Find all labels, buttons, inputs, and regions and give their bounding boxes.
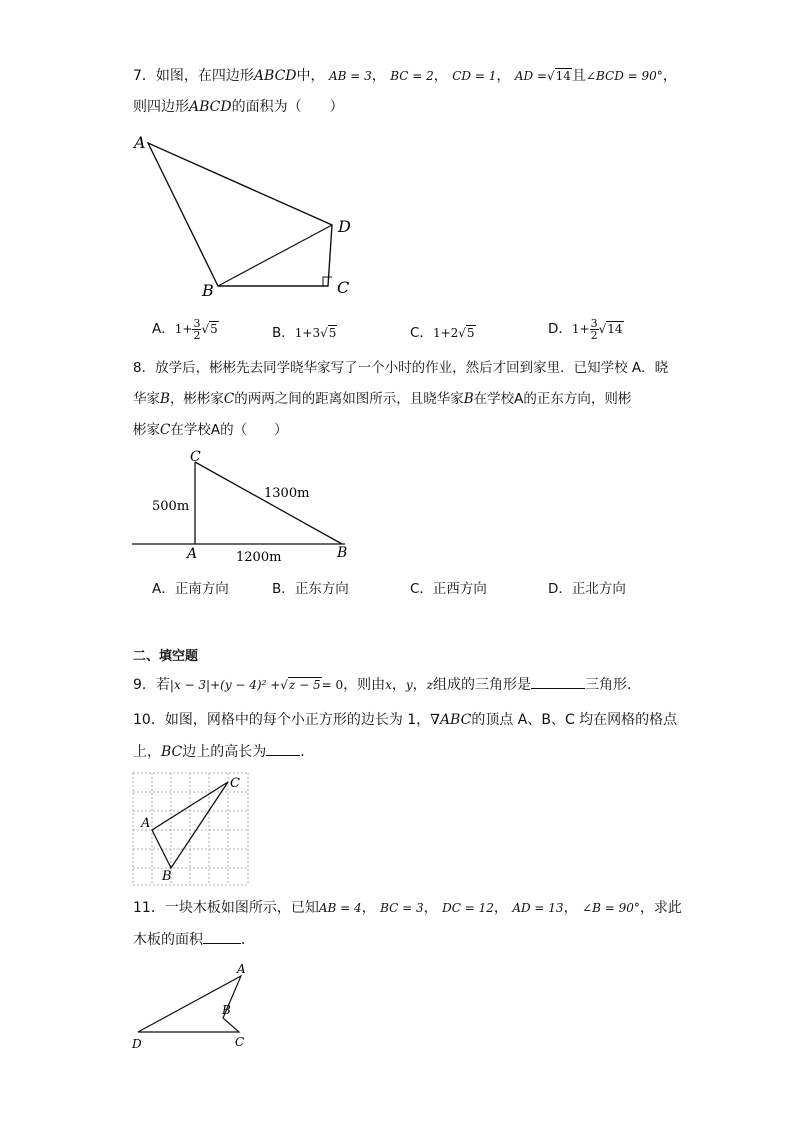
- q7-label-d: D: [338, 217, 351, 236]
- q7-comma-2: ，: [433, 68, 448, 84]
- q11-label-d: D: [132, 1037, 142, 1051]
- q9-sep1: ，: [391, 677, 406, 693]
- q8-line2-d: 在学校A的正东方向，则彬: [473, 391, 632, 407]
- q7-quadrilateral: [148, 143, 332, 286]
- q8-label-a: A: [187, 546, 198, 562]
- q9-x: x: [385, 678, 392, 692]
- q7-opt-d-int: 1+: [571, 322, 590, 336]
- q10-label-c: C: [230, 776, 240, 791]
- q10-label-b: B: [162, 869, 172, 884]
- q10-line2: [133, 741, 314, 762]
- q7-label-c: C: [337, 278, 350, 297]
- q7-opt-a-int: 1+: [174, 322, 193, 336]
- q7-ab: AB = 3: [328, 69, 372, 83]
- q9-eq: = 0: [321, 678, 344, 692]
- q7-angle: ∠BCD = 90°: [585, 69, 663, 83]
- q11-sep4: ，: [563, 900, 578, 916]
- q7-opt-b-label: B．: [272, 325, 295, 341]
- q7-label-a: A: [134, 133, 146, 152]
- q7-opt-b-rad: 5: [328, 326, 337, 340]
- q7-opt-d-rad: 14: [607, 322, 623, 336]
- q9-prefix: 9．若: [133, 677, 170, 693]
- q8-line3: [133, 420, 288, 440]
- q7-option-c[interactable]: [410, 321, 476, 341]
- q7-opt-c-expr: 1+2: [432, 326, 459, 340]
- q8-dist-ac: 500m: [152, 499, 190, 514]
- q7-opt-b-expr: 1+3: [294, 326, 321, 340]
- q8-dist-cb: 1300m: [264, 486, 310, 501]
- q8-segment-cb: [195, 462, 342, 544]
- q7-opt-c-rad: 5: [466, 326, 475, 340]
- q7-opt-d-den: 2: [590, 328, 598, 342]
- q9-mid: ，则由: [343, 677, 386, 693]
- q11-line1: [133, 898, 682, 918]
- q9-sep2: ，: [412, 677, 427, 693]
- q11-line2-a: 木板的面积: [133, 932, 203, 948]
- q10-line2-a: 上，: [133, 744, 161, 760]
- q7-comma-3: ，: [496, 68, 511, 84]
- q11-label-a: A: [237, 962, 246, 976]
- q7-opt-d-sqrt: √14: [598, 322, 623, 336]
- q11-answer-blank[interactable]: [203, 929, 241, 944]
- q8-line2-b: ，彬彬家: [169, 391, 224, 407]
- q10-answer-blank[interactable]: [266, 741, 300, 756]
- q7-in: 中，: [296, 68, 325, 84]
- q10-label-a: A: [141, 816, 151, 831]
- q7-comma-1: ，: [371, 68, 386, 84]
- q7-opt-a-rad: 5: [210, 322, 218, 336]
- q9-suffix2: 三角形．: [585, 677, 641, 693]
- q11-sep3: ，: [493, 900, 508, 916]
- q8-line2-a: 华家: [133, 391, 160, 407]
- q8-option-a[interactable]: A．正南方向: [152, 581, 229, 597]
- q7-bc: BC = 2: [390, 69, 434, 83]
- q7-opt-c-label: C．: [410, 325, 433, 341]
- q11-label-c: C: [235, 1035, 245, 1049]
- q9-z: z: [426, 678, 433, 692]
- q8-line2-B2: B: [463, 391, 474, 407]
- q7-and: 且: [571, 68, 586, 84]
- q7-label-b: B: [202, 281, 214, 300]
- q7-quad: ABCD: [253, 68, 297, 84]
- q7-opt-d-num: 3: [590, 316, 598, 330]
- q10-bc: BC: [161, 744, 183, 760]
- q7-figure: [128, 128, 368, 303]
- q11-figure: [128, 960, 258, 1052]
- q7-option-b[interactable]: [272, 321, 337, 341]
- q9-suffix1: 组成的三角形是: [433, 677, 531, 693]
- q10-grid-figure: [132, 772, 252, 887]
- q8-label-b: B: [337, 545, 348, 561]
- q7-ad-rad: 14: [555, 69, 571, 83]
- q8-line2: [133, 389, 631, 409]
- q8-line2-B: B: [160, 391, 170, 407]
- q7-comma-4: ，: [662, 68, 677, 84]
- q8-option-b[interactable]: B．正东方向: [272, 581, 349, 597]
- q9-y: y: [405, 678, 413, 692]
- q7-text: 7．如图，在四边形: [133, 68, 254, 84]
- q11-dc: DC = 12: [442, 901, 494, 915]
- q8-line2-c: 的两两之间的距离如图所示，且晓华家: [234, 391, 464, 407]
- q7-line2-suffix: 的面积为（ ）: [231, 99, 344, 115]
- q10-line1-a: 10．如图，网格中的每个小正方形的边长为 1，: [133, 712, 431, 728]
- q11-bc: BC = 3: [380, 901, 424, 915]
- q7-opt-b-sqrt: √5: [320, 326, 337, 340]
- q11-ad: AD = 13: [512, 901, 564, 915]
- q8-line3-a: 彬家: [133, 422, 160, 438]
- q11-angle: ∠B = 90°: [582, 901, 640, 915]
- q7-option-d[interactable]: [548, 317, 624, 341]
- q10-line1: [133, 710, 677, 730]
- q10-line2-b: 边上的高长为: [182, 744, 267, 760]
- q9-sqrt: √z − 5: [280, 678, 321, 692]
- section-title: 二、填空题: [133, 649, 199, 664]
- q11-line2-b: ．: [241, 932, 255, 948]
- q8-line2-C: C: [223, 391, 235, 407]
- q7-line2-prefix: 则四边形: [133, 99, 189, 115]
- q8-line1: 8．放学后，彬彬先去同学晓华家写了一个小时的作业，然后才回到家里．已知学校 A．晓: [133, 360, 669, 376]
- q9-rad: z − 5: [288, 678, 321, 692]
- q7-ad-sqrt: √14: [546, 69, 571, 83]
- q7-option-a[interactable]: [152, 317, 219, 341]
- q7-opt-a-den: 2: [193, 328, 201, 342]
- q11-sep1: ，: [361, 900, 376, 916]
- q7-diagonal-bd: [218, 225, 332, 286]
- q7-opt-d-label: D．: [548, 321, 572, 337]
- q7-line1: [133, 66, 677, 86]
- q7-opt-a-sqrt: √5: [201, 322, 218, 336]
- q9-line: [133, 674, 641, 695]
- q8-dist-ab: 1200m: [236, 550, 282, 565]
- q10-line2-c: ．: [300, 744, 315, 760]
- q7-opt-a-num: 3: [193, 316, 201, 330]
- q7-quad-2: ABCD: [189, 99, 232, 115]
- q8-line3-b: 在学校A的（ ）: [170, 422, 288, 438]
- q9-answer-blank[interactable]: [531, 674, 585, 689]
- q8-option-d[interactable]: D．正北方向: [548, 581, 626, 597]
- q9-expr: |x − 3|+(y − 4)² +: [169, 678, 281, 692]
- q7-line2: [133, 97, 344, 117]
- q7-cd: CD = 1: [452, 69, 497, 83]
- q11-sep2: ，: [423, 900, 438, 916]
- q11-line1-b: ，求此: [639, 900, 682, 916]
- q11-line1-a: 11．一块木板如图所示，已知: [133, 900, 319, 916]
- q8-line3-C: C: [160, 422, 171, 438]
- q11-ab: AB = 4: [318, 901, 362, 915]
- q10-tri: ∇ABC: [430, 712, 472, 728]
- q10-line1-b: 的顶点 A、B、C 均在网格的格点: [471, 712, 678, 728]
- q7-ad: AD =: [514, 69, 547, 83]
- q11-line2: [133, 929, 255, 950]
- q7-opt-c-sqrt: √5: [458, 326, 475, 340]
- q7-opt-d-frac: [590, 318, 599, 341]
- q8-figure: [130, 447, 360, 567]
- q8-label-c: C: [190, 449, 201, 465]
- q7-opt-a-label: A．: [152, 321, 175, 337]
- q11-label-b: B: [222, 1003, 231, 1017]
- q8-option-c[interactable]: C．正西方向: [410, 581, 487, 597]
